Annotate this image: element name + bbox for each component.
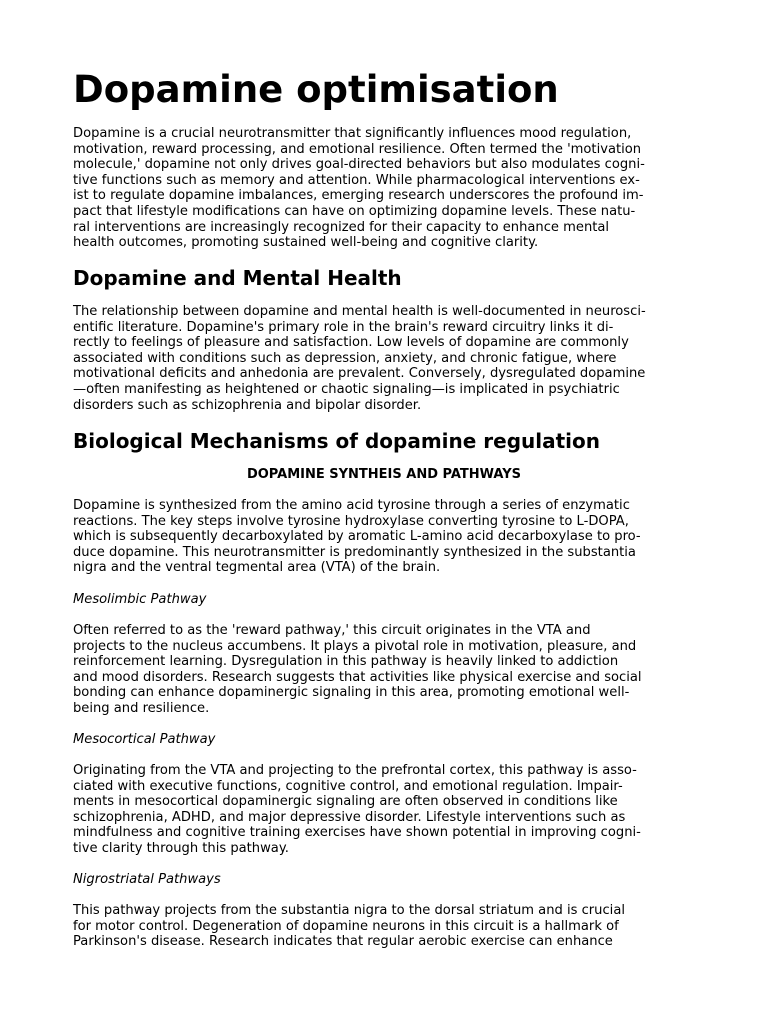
subsection-heading: DOPAMINE SYNTHEIS AND PATHWAYS [246, 467, 522, 482]
synthesis-paragraph [73, 498, 703, 576]
page-title: Dopamine optimisation [73, 68, 559, 111]
text-line: ciated with executive functions, cognitive control, and emotional regulation. Impair- [73, 778, 623, 794]
text-line: mindfulness and cognitive training exercises have shown potential in improving cogni- [73, 825, 641, 841]
text-line: for motor control. Degeneration of dopamine neurons in this circuit is a hallmark of [73, 918, 619, 934]
text-line: and mood disorders. Research suggests that activities like physical exercise and social [73, 669, 642, 685]
text-line: motivational deficits and anhedonia are prevalent. Conversely, dysregulated dopamine [73, 366, 646, 382]
pathway-title-nigrostriatal: Nigrostriatal Pathways [73, 872, 221, 887]
mental-health-paragraph [73, 304, 703, 413]
text-line: tive functions such as memory and attention. While pharmacological interventions ex- [73, 172, 640, 188]
text-line: duce dopamine. This neurotransmitter is predominantly synthesized in the substantia [73, 544, 636, 560]
text-line: —often manifesting as heightened or chaotic signaling—is implicated in psychiatric [73, 381, 620, 397]
text-line: schizophrenia, ADHD, and major depressive disorder. Lifestyle interventions such as [73, 809, 626, 825]
text-line: associated with conditions such as depression, anxiety, and chronic fatigue, where [73, 350, 617, 366]
section-heading-mental-health: Dopamine and Mental Health [73, 266, 402, 290]
text-line: disorders such as schizophrenia and bipolar disorder. [73, 397, 422, 413]
text-line: Dopamine is synthesized from the amino acid tyrosine through a series of enzymatic [73, 498, 630, 513]
pathway-title-mesolimbic: Mesolimbic Pathway [73, 592, 207, 607]
text-line: molecule,' dopamine not only drives goal-directed behaviors but also modulates cogni- [73, 157, 645, 173]
text-line: Originating from the VTA and projecting to the prefrontal cortex, this pathway is asso- [73, 763, 637, 778]
section-heading-biological-mechanisms: Biological Mechanisms of dopamine regulation [73, 429, 601, 453]
text-line: ist to regulate dopamine imbalances, emerging research underscores the profound im- [73, 188, 644, 204]
mesolimbic-paragraph [73, 623, 703, 717]
text-line: motivation, reward processing, and emotional resilience. Often termed the 'motivation [73, 141, 642, 157]
text-line: Parkinson's disease. Research indicates that regular aerobic exercise can enhance [73, 934, 613, 950]
text-line: bonding can enhance dopaminergic signaling in this area, promoting emotional well- [73, 685, 630, 701]
text-line: The relationship between dopamine and mental health is well-documented in neurosci- [73, 304, 646, 319]
text-line: projects to the nucleus accumbens. It plays a pivotal role in motivation, pleasure, and [73, 638, 637, 654]
text-line: which is subsequently decarboxylated by aromatic L-amino acid decarboxylase to pro- [73, 529, 641, 545]
text-line: nigra and the ventral tegmental area (VTA) of the brain. [73, 560, 441, 576]
text-line: reactions. The key steps involve tyrosine hydroxylase converting tyrosine to L-DOPA, [73, 513, 629, 529]
text-line: This pathway projects from the substantia nigra to the dorsal striatum and is crucial [73, 903, 625, 918]
text-line: pact that lifestyle modifications can have on optimizing dopamine levels. These natu- [73, 203, 636, 219]
text-line: Dopamine is a crucial neurotransmitter that significantly influences mood regulation, [73, 126, 632, 141]
text-line: ments in mesocortical dopaminergic signaling are often observed in conditions like [73, 794, 618, 810]
intro-paragraph [73, 126, 703, 251]
text-line: Often referred to as the 'reward pathway,' this circuit originates in the VTA and [73, 623, 591, 638]
text-line: reinforcement learning. Dysregulation in this pathway is heavily linked to addiction [73, 654, 619, 670]
nigrostriatal-paragraph [73, 903, 703, 950]
text-line: entific literature. Dopamine's primary role in the brain's reward circuitry links it di- [73, 319, 614, 335]
pathway-title-mesocortical: Mesocortical Pathway [73, 732, 216, 747]
text-line: being and resilience. [73, 700, 210, 716]
mesocortical-paragraph [73, 763, 703, 857]
text-line: health outcomes, promoting sustained well-being and cognitive clarity. [73, 235, 539, 251]
text-line: rectly to feelings of pleasure and satisfaction. Low levels of dopamine are commonly [73, 335, 629, 351]
text-line: ral interventions are increasingly recognized for their capacity to enhance mental [73, 219, 610, 235]
text-line: tive clarity through this pathway. [73, 840, 289, 856]
